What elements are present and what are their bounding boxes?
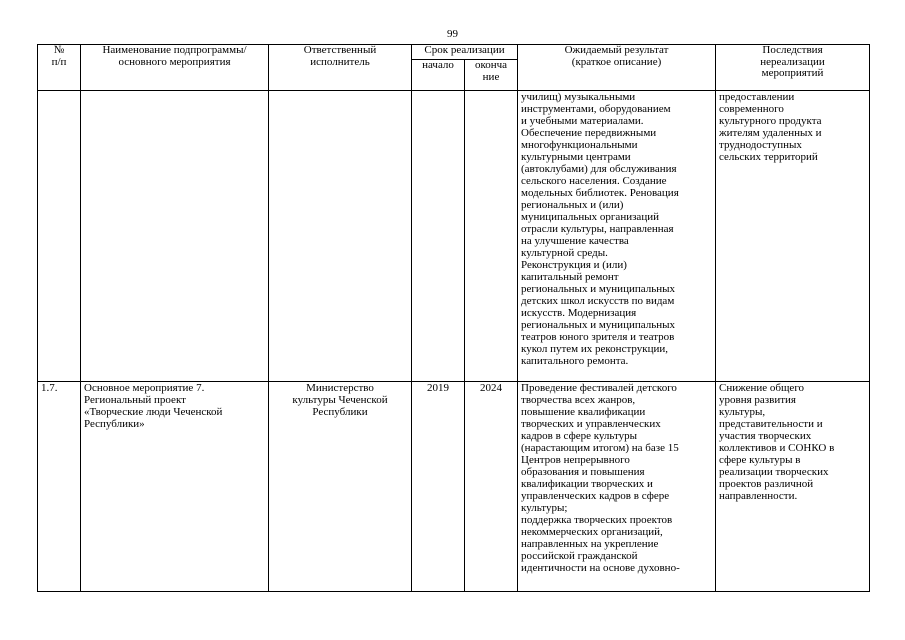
cell-end — [465, 91, 518, 382]
table-header — [38, 45, 870, 91]
header-term: Срок реализации — [412, 45, 518, 60]
cell-consequences: предоставлении современного культурного продукта жителям удаленных и труднодоступных сельских территорий — [716, 91, 870, 382]
cell-result: Проведение фестивалей детского творчества всех жанров, повышение квалификации творческих и управленческих кадров в сфере культуры (нарастающим итогом) на базе 15 Центров непрерывного образования и повышения квалификации творческих и управленческих кадров в сфере культуры; поддержка творческих проектов некоммерческих организаций, направленных на укрепление российской гражданской идентичности на основе духовно- — [518, 382, 716, 592]
cell-num — [38, 91, 81, 382]
cell-executor: Министерство культуры Чеченской Республики — [269, 382, 412, 592]
cell-start: 2019 — [412, 382, 465, 592]
table-row — [38, 91, 870, 382]
cell-executor — [269, 91, 412, 382]
header-name: Наименование подпрограммы/ основного мероприятия — [81, 45, 269, 91]
table-row — [38, 382, 870, 592]
cell-start — [412, 91, 465, 382]
header-start: начало — [412, 60, 465, 91]
cell-name — [81, 91, 269, 382]
cell-name: Основное мероприятие 7. Региональный проект «Творческие люди Чеченской Республики» — [81, 382, 269, 592]
header-result: Ожидаемый результат (краткое описание) — [518, 45, 716, 91]
program-table — [37, 44, 870, 592]
header-consequences: Последствия нереализации мероприятий — [716, 45, 870, 91]
cell-result: училищ) музыкальными инструментами, оборудованием и учебными материалами. Обеспечение передвижными многофункциональными культурными центрами (автоклубами) для обслуживания сельского населения. Создание модельных библиотек. Реновация региональных и (или) муниципальных организаций отрасли культуры, направленная на улучшение качества культурной среды. Реконструкция и (или) капитальный ремонт региональных и муниципальных детских школ искусств по видам искусств. Модернизация региональных и муниципальных театров юного зрителя и театров кукол путем их реконструкции, капитального ремонта. — [518, 91, 716, 382]
header-executor: Ответственный исполнитель — [269, 45, 412, 91]
cell-end: 2024 — [465, 382, 518, 592]
page-number: 99 — [447, 28, 458, 40]
cell-consequences: Снижение общего уровня развития культуры, представительности и участия творческих коллективов и СОНКО в сфере культуры в реализации творческих проектов различной направленности. — [716, 382, 870, 592]
header-end: оконча ние — [465, 60, 518, 91]
header-num: № п/п — [38, 45, 81, 91]
cell-num: 1.7. — [38, 382, 81, 592]
